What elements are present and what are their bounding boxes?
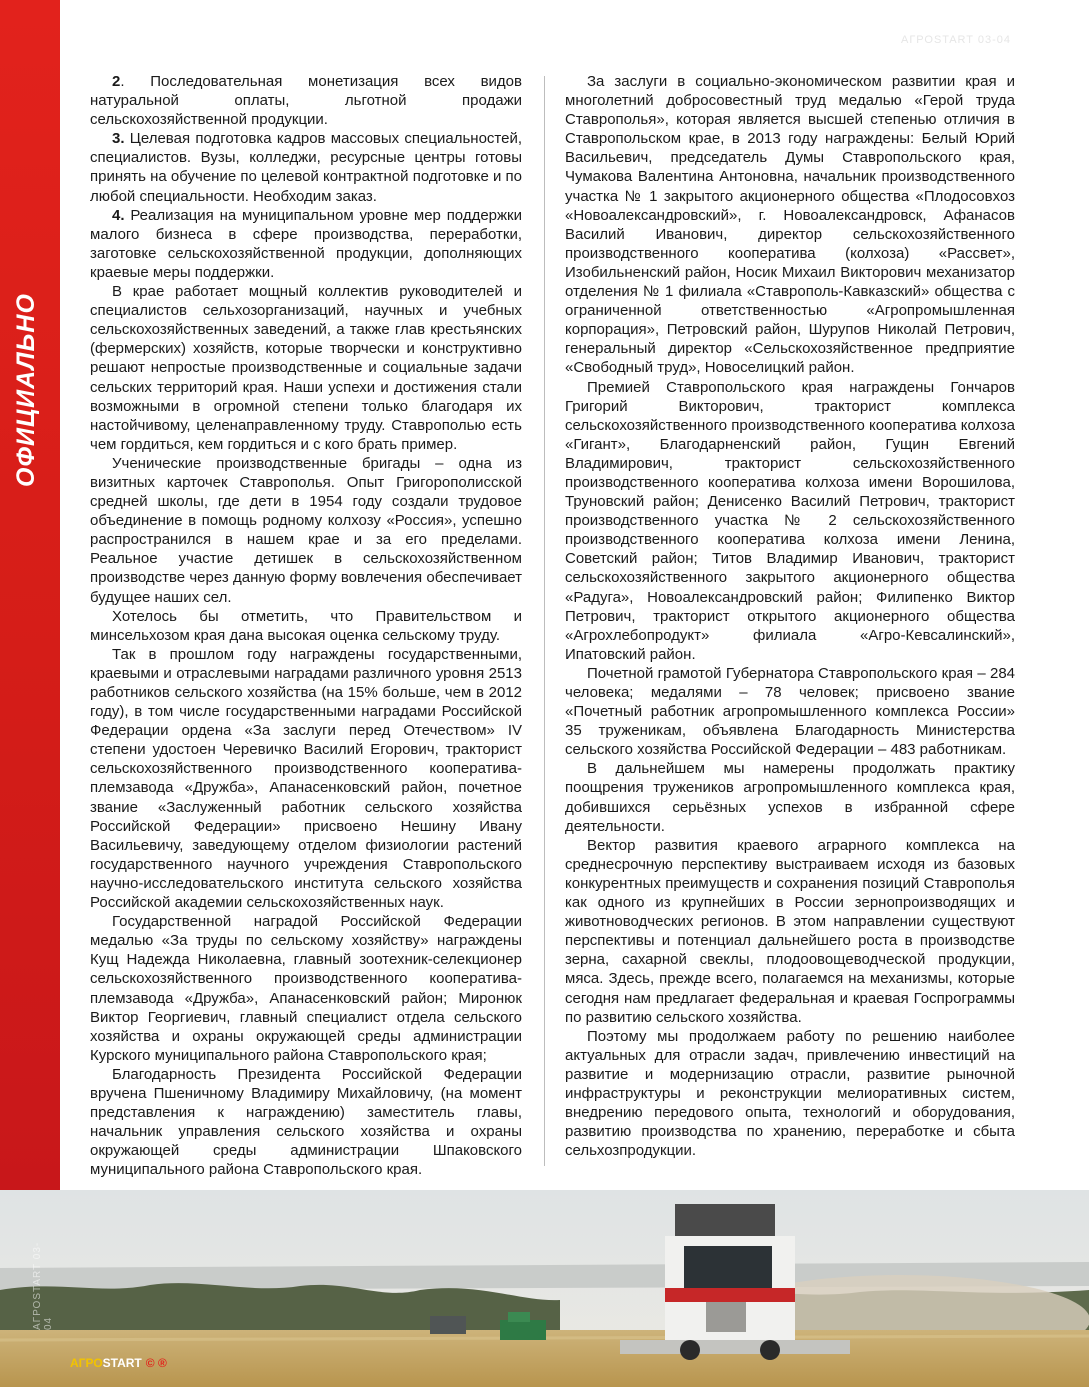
paragraph-text: Премией Ставропольского края награждены Гончаров Григорий Викторович, тракторист комплекса сельскохозяйственного производственного кооператива колхоза «Гигант», Благодарненский район, Гущин Евгений Владимирович, тракторист сельскохозяйственного производственного кооператива колхоза имени Ворошилова, Труновский район; Денисенко Василий Петрович, тракторист производственного участка № 2 сельскохозяйственного производственного кооператива колхоза имени Ленина, Советский район; Титов Владимир Иванович, тракторист сельскохозяйственного закрытого акционерного общества «Радуга», Новоалександровский район; Филипенко Виктор Петрович, тракторист открытого акционерного общества «Агрохлебопродукт» филиала «Агро-Кевсалинский», Ипатовский район. [565,378,1015,663]
paragraph [565,1027,1015,1161]
running-header: АГРОSTART 03-04 [901,34,1011,46]
paragraph-text: Так в прошлом году награждены государственными, краевыми и отраслевыми наградами различного уровня 2513 работников сельского хозяйства (на 15% больше, чем в 2012 году), в том числе государственными наградами Российской Федерации ордена «За заслуги перед Отечеством» IV степени удостоен Черевичко Василий Егорович, тракторист сельскохозяйственного производственного кооператива-племзавода «Дружба», Апанасенковский район, почетное звание «Заслуженный работник сельского хозяйства Российской Федерации» присвоено Нешину Ивану Васильевичу, заведующему отделом физиологии растений государственного научного учреждения Ставропольского научно-исследовательского института сельского хозяйства Российской академии сельскохозяйственных наук. [90,645,522,912]
list-number: 4. [112,206,125,224]
logo-issue: © ® [145,1356,167,1370]
paragraph [90,72,522,129]
paragraph [90,607,522,645]
left-column [90,72,522,1179]
section-sidebar [0,0,60,1190]
logo-agro: АГРО [70,1356,103,1370]
section-title: ОФИЦИАЛЬНО [12,293,40,487]
paragraph-text: За заслуги в социально-экономическом развитии края и многолетний добросовестный труд медалью «Герой труда Ставрополья», которая является высшей степенью отличия в Ставропольском крае, в 2013 году награждены: Белый Юрий Васильевич, председатель Думы Ставропольского края, Чумакова Валентина Антоновна, начальник производственного участка № 1 закрытого акционерного общества «Плодосовхоз «Новоалександровский», г. Новоалександровск, Афанасов Василий Иванович, директор сельскохозяйственного производственного кооператива (колхоза) «Рассвет», Изобильненский район, Носик Михаил Викторович механизатор отделения № 1 филиала «Ставрополь-Кавказский» общества с ограниченной ответственностью «Агропромышленная корпорация», Петровский район, Шурупов Николай Петрович, генеральный директор «Сельскохозяйственное предприятие «Свободный труд», Новоселицкий район. [565,73,1015,377]
paragraph-text: Почетной грамотой Губернатора Ставропольского края – 284 человека; медалями – 78 человек; присвоено звание «Почетный работник агропромышленного комплекса России» 35 труженикам, объявлена Благодарность Министерства сельского хозяйства Российской Федерации – 483 работникам. [565,664,1015,759]
paragraph [565,836,1015,1027]
paragraph-text: . Последовательная монетизация всех видов натуральной оплаты, льготной продажи сельскохозяйственной продукции. [90,73,522,129]
paragraph [90,454,522,607]
paragraph-text: Реализация на муниципальном уровне мер поддержки малого бизнеса в сфере производства, переработки, заготовке сельскохозяйственной продукции, дополняющих краевые меры поддержки. [90,206,522,281]
list-number: 2 [112,73,121,90]
footer-vertical-mark: АГРОSTART 03-04 [32,1241,54,1330]
paragraph-text: В дальнейшем мы намерены продолжать практику поощрения тружеников агропромышленного комплекса края, добившихся серьёзных успехов в избранной сфере деятельности. [565,760,1015,835]
list-number: 3. [112,130,125,148]
column-divider [544,76,545,1166]
paragraph [90,282,522,454]
paragraph [565,72,1015,378]
paragraph-text: Государственной наградой Российской Федерации медалью «За труды по сельскому хозяйству» награждены Кущ Надежда Николаевна, главный зоотехник-селекционер сельскохозяйственного производственного кооператива-племзавода «Дружба», Апанасенковский район; Миронюк Виктор Георгиевич, главный специалист отдела сельского хозяйства и охраны окружающей среды администрации Курского муниципального района Ставропольского края; [90,913,522,1064]
paragraph-text: Ученические производственные бригады – одна из визитных карточек Ставрополья. Опыт Григорополисской средней школы, где дети в 1954 году создали трудовое объединение в помощь родному колхозу «Россия», успешно распространился в нашем крае и за его пределами. Реальное участие детишек в сельскохозяйственном производстве через данную форму вовлечения обеспечивает будущее наших сел. [90,454,522,606]
paragraph-text: Благодарность Президента Российской Федерации вручена Пшеничному Владимиру Михайловичу, (на момент представления к награждению) заместитель главы, начальник управления сельского хозяйства и охраны окружающей среды администрации Шпаковского муниципального района Ставропольского края. [90,1065,522,1179]
paragraph-text: В крае работает мощный коллектив руководителей и специалистов сельхозорганизаций, научных и учебных сельскохозяйственных заведений, а также глав крестьянских (фермерских) хозяйств, которые творчески и конструктивно решают непростые производственные и социальные задачи сельских территорий края. Наши успехи и достижения стали возможными в огромной степени только благодаря их настойчивому, целенаправленному труду. Ставрополью есть чем гордиться, кем гордиться и с кого брать пример. [90,283,522,453]
right-column [565,72,1015,1160]
logo-start: START [102,1356,142,1370]
paragraph-text: Вектор развития краевого аграрного комплекса на среднесрочную перспективу выстраиваем исходя из базовых конкурентных преимуществ и сохранения позиций Ставрополья как одного из крупнейших в России зернопроизводящих и животноводческих регионов. В этом направлении существуют перспективы и потенциал дальнейшего роста в производстве зерна, сахарной свеклы, плодоовощеводческой продукции, мяса. Здесь, прежде всего, полагаемся на механизмы, которые сегодня нам предлагает федеральная и краевая Госпрограммы по развитию сельского хозяйства. [565,836,1015,1026]
paragraph [565,664,1015,759]
paragraph [90,645,522,912]
paragraph [90,206,522,282]
paragraph [90,129,522,205]
paragraph [90,1065,522,1180]
paragraph-text: Поэтому мы продолжаем работу по решению наиболее актуальных для отрасли задач, привлечению инвестиций на развитие и модернизацию отрасли, развитие рыночной инфраструктуры и реконструкции мелиоративных систем, внедрению передового опыта, технологий и оборудования, развитию производства по хранению, переработке и сбыта сельхозпродукции. [565,1027,1015,1160]
paragraph [565,378,1015,664]
paragraph [565,759,1015,835]
paragraph-text: Хотелось бы отметить, что Правительством и минсельхозом края дана высокая оценка сельскому труду. [90,607,522,644]
magazine-logo [70,1356,167,1370]
paragraph-text: Целевая подготовка кадров массовых специальностей, специалистов. Вузы, колледжи, ресурсные центры готовы принять на обучение по целевой контрактной подготовке и по любой специальности. Необходим заказ. [90,130,523,205]
paragraph [90,912,522,1065]
